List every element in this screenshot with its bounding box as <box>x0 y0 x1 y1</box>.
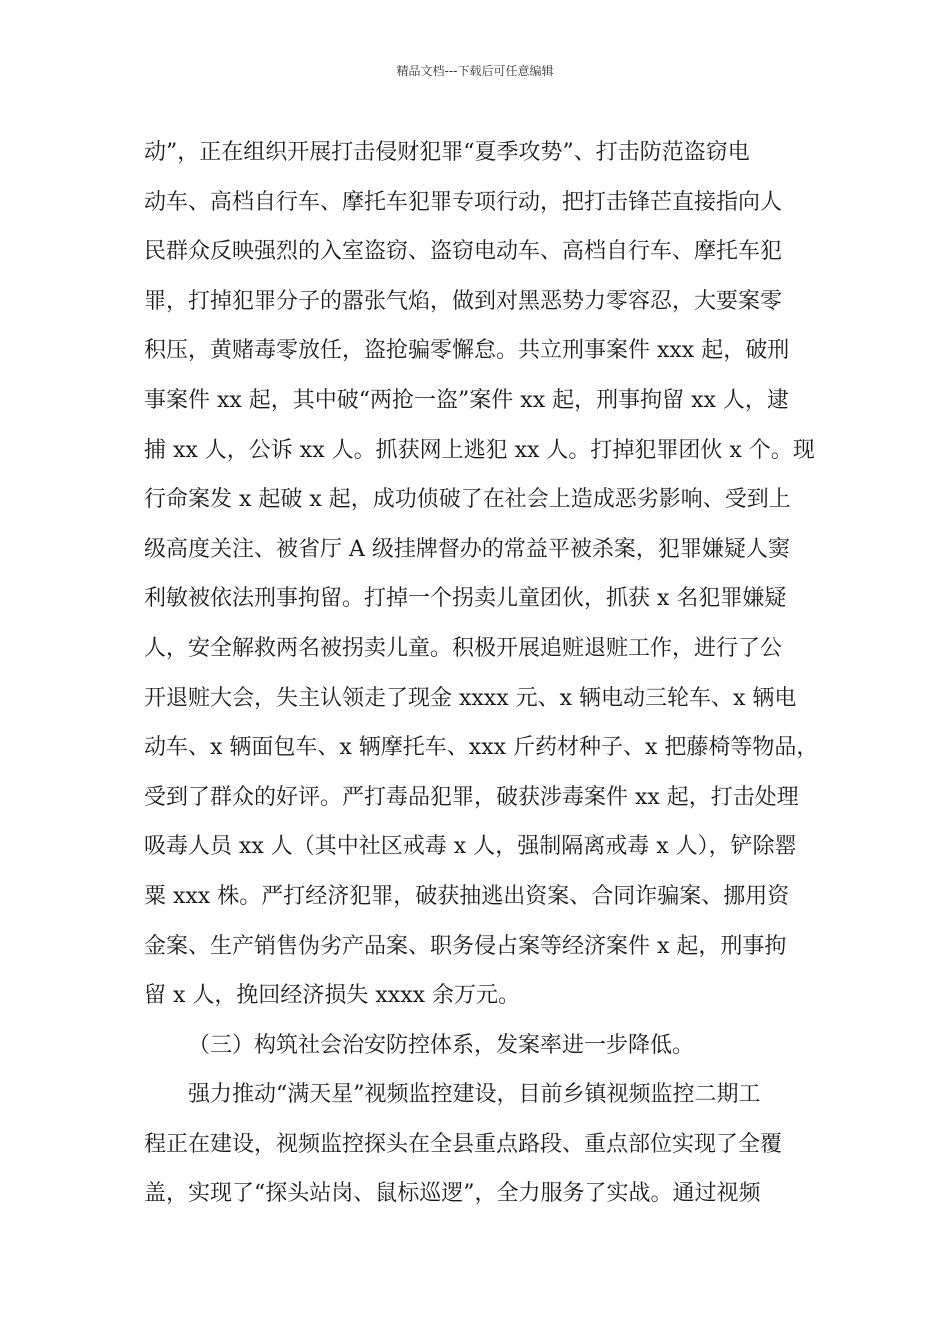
section-heading: （三）构筑社会治安防控体系，发案率进一步降低。 <box>188 1032 695 1058</box>
text-line: 行命案发 x 起破 x 起，成功侦破了在社会上造成恶劣影响、受到上 <box>144 487 791 513</box>
text-line: 盖，实现了“探头站岗、鼠标巡逻”，全力服务了实战。通过视频 <box>144 1181 761 1207</box>
text-line: 动车、x 辆面包车、x 辆摩托车、xxx 斤药材种子、x 把藤椅等物品， <box>144 735 819 761</box>
text-line: 受到了群众的好评。严打毒品犯罪，破获涉毒案件 xx 起，打击处理 <box>144 784 799 810</box>
paragraph-start-line: 强力推动“满天星”视频监控建设，目前乡镇视频监控二期工 <box>188 1082 761 1108</box>
text-line: 吸毒人员 xx 人（其中社区戒毒 x 人，强制隔离戒毒 x 人），铲除罂 <box>144 834 797 860</box>
text-line: 人，安全解救两名被拐卖儿童。积极开展追赃退赃工作，进行了公 <box>144 635 783 661</box>
text-line: 积压，黄赌毒零放任，盗抢骗零懈怠。共立刑事案件 xxx 起，破刑 <box>144 338 790 364</box>
text-line: 事案件 xx 起，其中破“两抢一盗”案件 xx 起，刑事拘留 xx 人，逮 <box>144 387 789 413</box>
text-line: 级高度关注、被省厅 A 级挂牌督办的常益平被杀案，犯罪嫌疑人窦 <box>144 536 790 562</box>
text-line: 留 x 人，挽回经济损失 xxxx 余万元。 <box>144 983 521 1009</box>
text-line: 金案、生产销售伪劣产品案、职务侵占案等经济案件 x 起，刑事拘 <box>144 933 787 959</box>
text-line: 罪，打掉犯罪分子的嚣张气焰，做到对黑恶势力零容忍，大要案零 <box>144 288 783 314</box>
document-body <box>144 128 819 1219</box>
text-line: 动车、高档自行车、摩托车犯罪专项行动，把打击锋芒直接指向人 <box>144 189 783 215</box>
text-line: 利敏被依法刑事拘留。打掉一个拐卖儿童团伙，抓获 x 名犯罪嫌疑 <box>144 586 787 612</box>
text-line: 程正在建设，视频监控探头在全县重点路段、重点部位实现了全覆 <box>144 1131 783 1157</box>
text-line: 开退赃大会，失主认领走了现金 xxxx 元、x 辆电动三轮车、x 辆电 <box>144 685 797 711</box>
text-line: 民群众反映强烈的入室盗窃、盗窃电动车、高档自行车、摩托车犯 <box>144 239 783 265</box>
text-line: 粟 xxx 株。严打经济犯罪，破获抽逃出资案、合同诈骗案、挪用资 <box>144 883 790 909</box>
page-header: 精品文档---下载后可任意编辑 <box>396 64 554 78</box>
text-line: 捕 xx 人，公诉 xx 人。抓获网上逃犯 xx 人。打掉犯罪团伙 x 个。现 <box>144 437 815 463</box>
text-line: 动”，正在组织开展打击侵财犯罪“夏季攻势”、打击防范盗窃电 <box>144 140 750 165</box>
